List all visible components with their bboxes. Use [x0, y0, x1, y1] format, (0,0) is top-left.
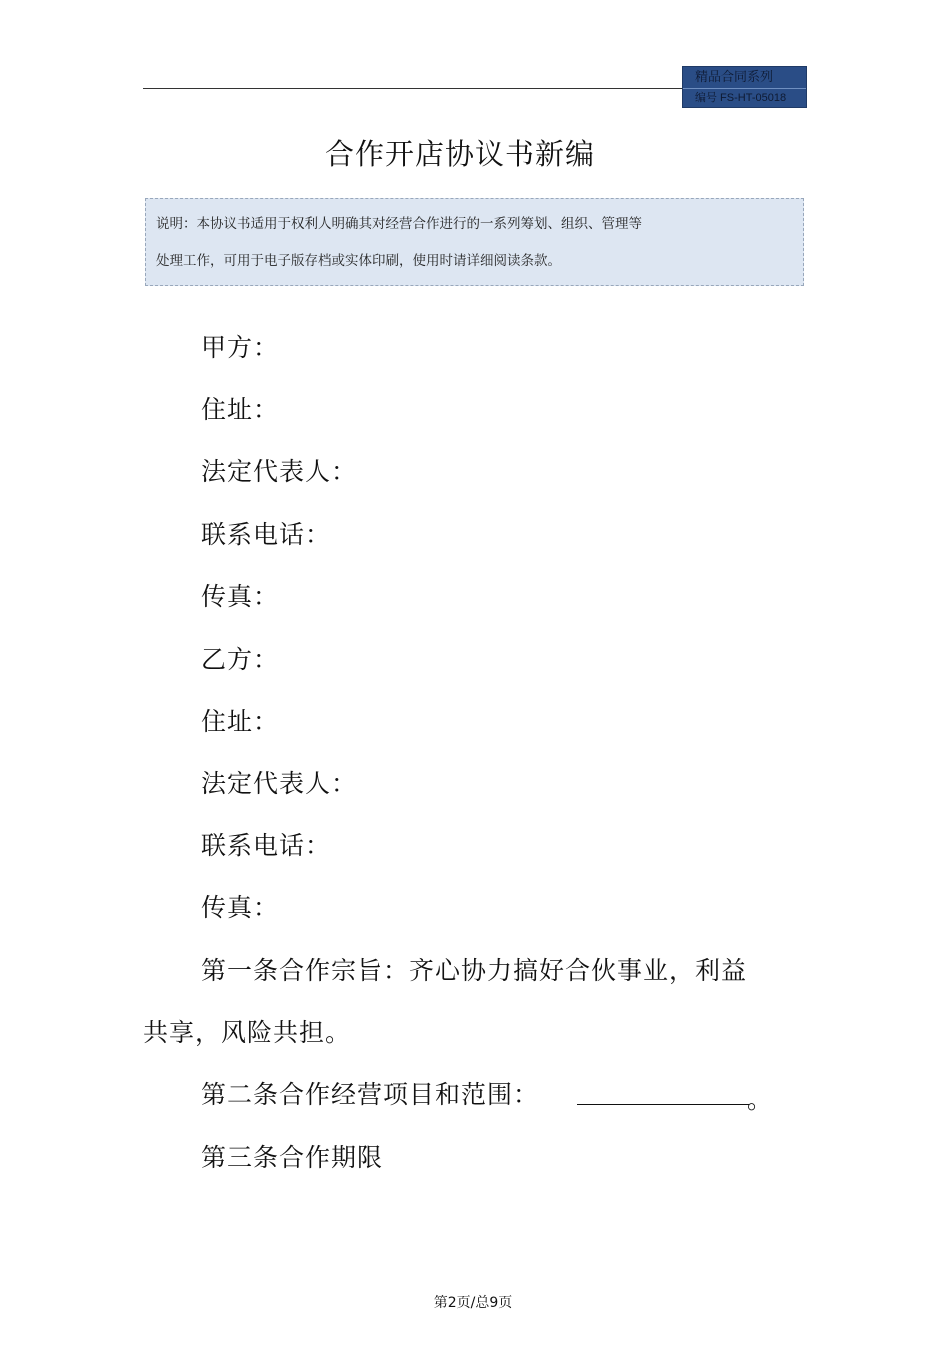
header-rule	[143, 88, 683, 89]
series-label: 精品合同系列	[683, 67, 806, 89]
description-line-2: 处理工作，可用于电子版存档或实体印刷，使用时请详细阅读条款。	[156, 253, 561, 269]
party-b-fax-label: 传真：	[201, 893, 280, 922]
article-2-blank-line	[577, 1104, 749, 1105]
article-2-period: 。	[747, 1085, 773, 1114]
page-number: 第2页/总9页	[433, 1295, 513, 1311]
party-b-phone-label: 联系电话：	[201, 831, 332, 860]
party-a-fax-label: 传真：	[201, 582, 280, 611]
party-b-address-label: 住址：	[201, 707, 280, 736]
document-code: 编号 FS-HT-05018	[695, 92, 787, 104]
article-2: 第二条合作经营项目和范围：	[201, 1080, 540, 1109]
party-b-rep-label: 法定代表人：	[201, 769, 358, 798]
party-b-label: 乙方：	[201, 645, 280, 674]
party-a-address-label: 住址：	[201, 395, 280, 424]
article-1-line-2: 共享，风险共担。	[143, 1018, 352, 1047]
document-title: 合作开店协议书新编	[324, 137, 595, 171]
description-line-1: 说明：本协议书适用于权利人明确其对经营合作进行的一系列筹划、组织、管理等	[156, 216, 642, 232]
article-3: 第三条合作期限	[201, 1143, 384, 1172]
series-badge	[682, 66, 807, 108]
party-a-label: 甲方：	[201, 333, 280, 362]
party-a-rep-label: 法定代表人：	[201, 457, 358, 486]
article-1-line-1: 第一条合作宗旨：齐心协力搞好合伙事业，利益	[201, 956, 748, 985]
party-a-phone-label: 联系电话：	[201, 520, 332, 549]
description-box	[145, 198, 804, 286]
